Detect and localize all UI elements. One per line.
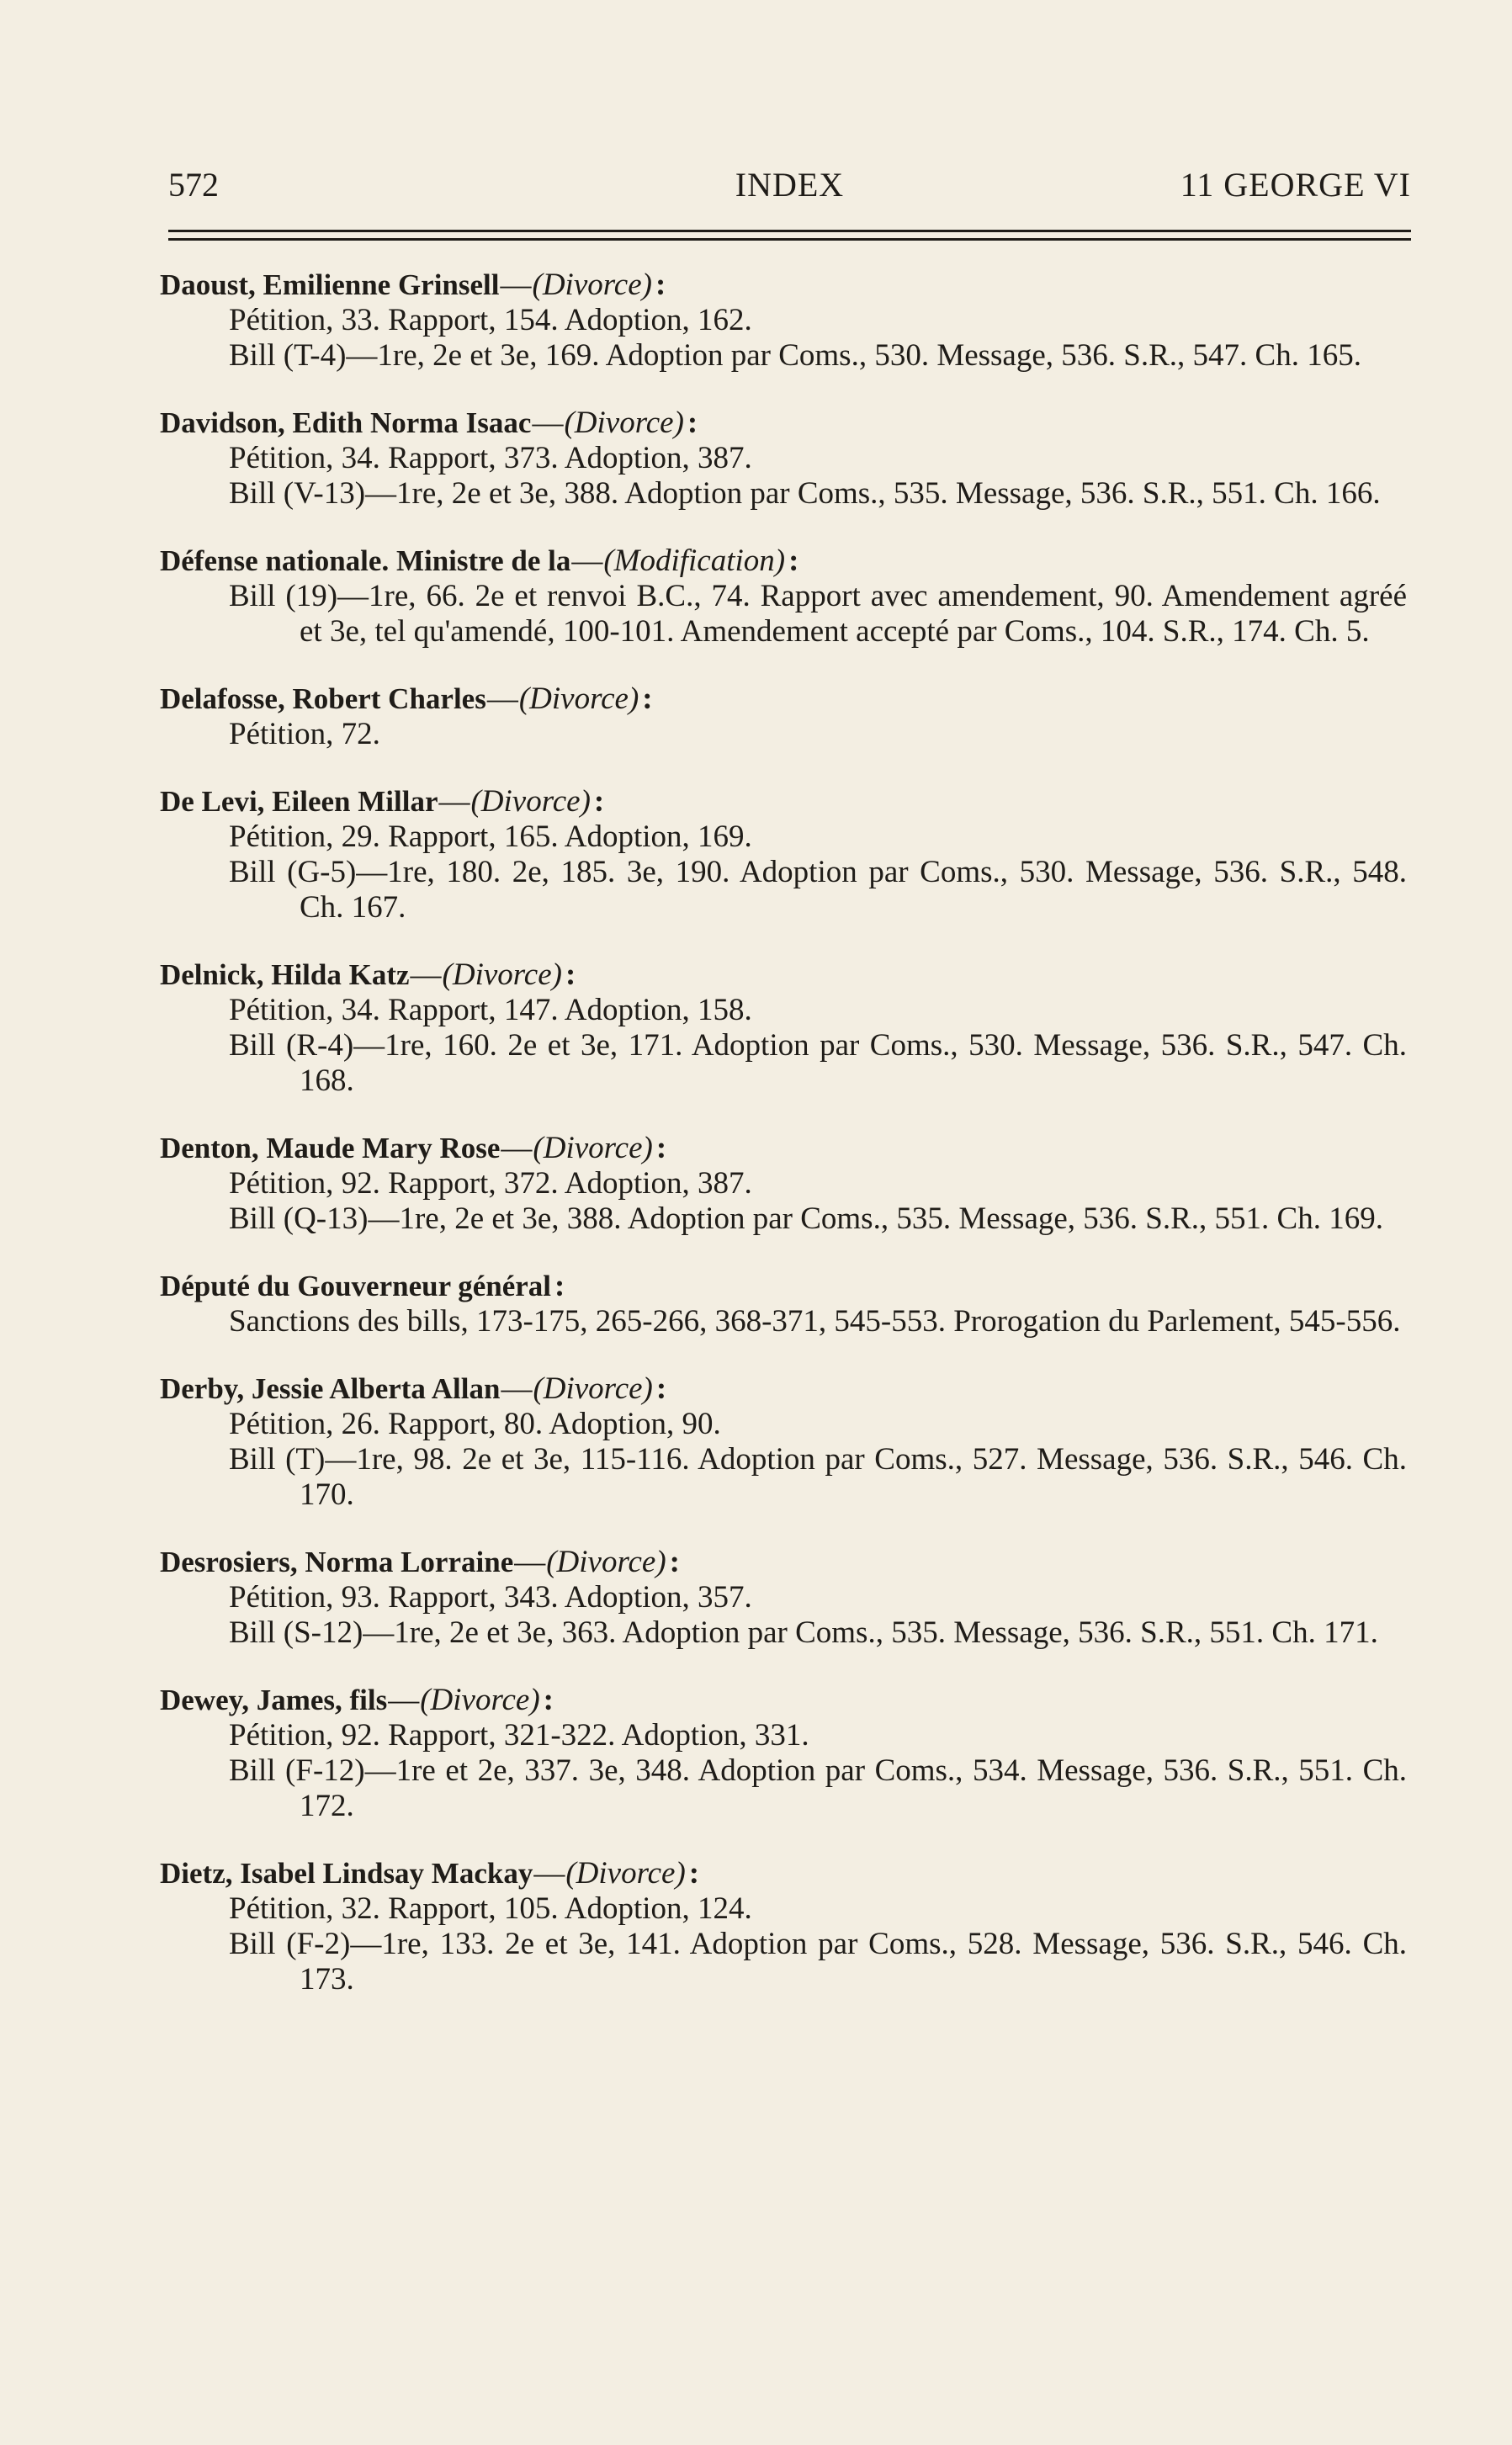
entry-subline: Bill (V-13)—1re, 2e et 3e, 388. Adoption par Coms., 535. Message, 536. S.R., 551. Ch. 166. [229,476,1381,511]
entry-topic: (Divorce) [518,682,639,716]
entry-subline: Pétition, 32. Rapport, 105. Adoption, 124. [229,1891,752,1926]
entry-subline: Pétition, 34. Rapport, 373. Adoption, 387. [229,441,752,475]
entry-subline: Pétition, 72. [229,717,380,751]
index-entry [160,268,1407,374]
entry-heading [160,1269,1407,1304]
index-entry [160,1683,1407,1824]
index-entry [160,784,1407,925]
entry-topic: (Divorce) [533,1371,653,1406]
entry-name: Desrosiers, Norma Lorraine [160,1546,514,1578]
entry-topic: (Divorce) [442,957,562,992]
entry-topic: (Divorce) [420,1683,540,1717]
entry-name: Derby, Jessie Alberta Allan [160,1372,501,1405]
entry-subline: Pétition, 29. Rapport, 165. Adoption, 169. [229,819,752,854]
entry-name: Denton, Maude Mary Rose [160,1132,501,1164]
entry-topic: (Divorce) [470,784,591,819]
entry-topic: (Divorce) [565,1856,686,1891]
index-entry [160,544,1407,650]
entry-topic: (Divorce) [532,268,652,302]
heading-colon: : [642,682,653,716]
entry-subline: Bill (T-4)—1re, 2e et 3e, 169. Adoption par Coms., 530. Message, 536. S.R., 547. Ch. 165. [229,338,1361,373]
entry-subline: Pétition, 26. Rapport, 80. Adoption, 90. [229,1407,721,1441]
heading-colon: : [565,957,576,992]
entry-subline: Bill (T)—1re, 98. 2e et 3e, 115-116. Adoption par Coms., 527. Message, 536. S.R., 546. Ch. 170. [229,1442,1407,1512]
em-dash: — [500,268,532,302]
entry-topic: (Modification) [603,544,786,578]
index-entry [160,957,1407,1099]
entry-subline: Pétition, 92. Rapport, 372. Adoption, 387. [229,1166,752,1201]
heading-colon: : [688,1856,700,1891]
heading-colon: : [687,406,698,440]
page-title: INDEX [735,166,845,204]
entry-subline: Pétition, 34. Rapport, 147. Adoption, 158. [229,993,752,1027]
em-dash: — [514,1545,546,1579]
index-entry [160,1269,1407,1339]
entry-name: Défense nationale. Ministre de la [160,544,571,577]
em-dash: — [388,1683,420,1717]
entry-subline: Pétition, 92. Rapport, 321-322. Adoption, 331. [229,1718,809,1753]
page-header [168,165,1411,215]
index-entry [160,1371,1407,1513]
entry-name: Dietz, Isabel Lindsay Mackay [160,1857,533,1890]
heading-colon: : [788,544,799,578]
entry-name: Daoust, Emilienne Grinsell [160,268,500,301]
em-dash: — [410,957,442,992]
entry-subline: Bill (19)—1re, 66. 2e et renvoi B.C., 74. Rapport avec amendement, 90. Amendement agréé et 3e, tel qu'amendé, 100-101. Amendement accepté par Coms., 104. S.R., 174. Ch. 5. [229,579,1407,649]
index-entries [160,268,1407,2029]
entry-heading [160,1131,1407,1166]
entry-topic: (Divorce) [564,406,684,440]
running-head-reign: 11 GEORGE VI [1180,166,1411,204]
heading-colon: : [655,268,666,302]
entry-topic: (Divorce) [533,1131,653,1165]
index-entry [160,1131,1407,1237]
heading-colon: : [669,1545,680,1579]
em-dash: — [501,1131,533,1165]
entry-heading [160,406,1407,441]
entry-subline: Bill (F-2)—1re, 133. 2e et 3e, 141. Adoption par Coms., 528. Message, 536. S.R., 546. Ch. 173. [229,1927,1407,1997]
heading-colon: : [554,1269,565,1303]
entry-heading [160,1683,1407,1718]
entry-heading [160,957,1407,993]
entry-heading [160,268,1407,303]
entry-topic: (Divorce) [546,1545,666,1579]
entry-name: Davidson, Edith Norma Isaac [160,406,532,439]
entry-name: Dewey, James, fils [160,1684,388,1716]
entry-subline: Bill (S-12)—1re, 2e et 3e, 363. Adoption par Coms., 535. Message, 536. S.R., 551. Ch. 171. [229,1615,1378,1650]
entry-name: Delafosse, Robert Charles [160,682,486,715]
entry-name: Député du Gouverneur général [160,1270,552,1302]
em-dash: — [532,406,564,440]
em-dash: — [501,1371,533,1406]
entry-name: De Levi, Eileen Millar [160,785,438,818]
index-entry [160,406,1407,512]
index-entry [160,1545,1407,1651]
entry-subline: Pétition, 33. Rapport, 154. Adoption, 162. [229,303,752,337]
entry-heading [160,544,1407,579]
heading-colon: : [593,784,605,819]
em-dash: — [438,784,470,819]
entry-subline: Bill (F-12)—1re et 2e, 337. 3e, 348. Adoption par Coms., 534. Message, 536. S.R., 551. Ch. 172. [229,1753,1407,1823]
entry-heading [160,1545,1407,1580]
em-dash: — [486,682,518,716]
heading-colon: : [543,1683,554,1717]
entry-heading [160,1856,1407,1891]
entry-name: Delnick, Hilda Katz [160,958,410,991]
heading-colon: : [655,1131,667,1165]
header-rule-bottom [168,238,1411,241]
index-entry [160,1856,1407,1997]
heading-colon: : [655,1371,667,1406]
page-number: 572 [168,166,219,204]
entry-subline: Bill (Q-13)—1re, 2e et 3e, 388. Adoption par Coms., 535. Message, 536. S.R., 551. Ch. 169. [229,1201,1383,1236]
entry-subline: Bill (G-5)—1re, 180. 2e, 185. 3e, 190. Adoption par Coms., 530. Message, 536. S.R., 548. Ch. 167. [229,855,1407,925]
header-rule-top [168,230,1411,232]
entry-subline: Pétition, 93. Rapport, 343. Adoption, 357. [229,1580,752,1615]
index-entry [160,682,1407,752]
entry-heading [160,784,1407,819]
entry-subline: Sanctions des bills, 173-175, 265-266, 368-371, 545-553. Prorogation du Parlement, 545-556. [229,1304,1401,1339]
entry-subline: Bill (R-4)—1re, 160. 2e et 3e, 171. Adoption par Coms., 530. Message, 536. S.R., 547. Ch. 168. [229,1028,1407,1098]
em-dash: — [533,1856,565,1891]
entry-heading [160,682,1407,717]
entry-heading [160,1371,1407,1407]
em-dash: — [571,544,603,578]
